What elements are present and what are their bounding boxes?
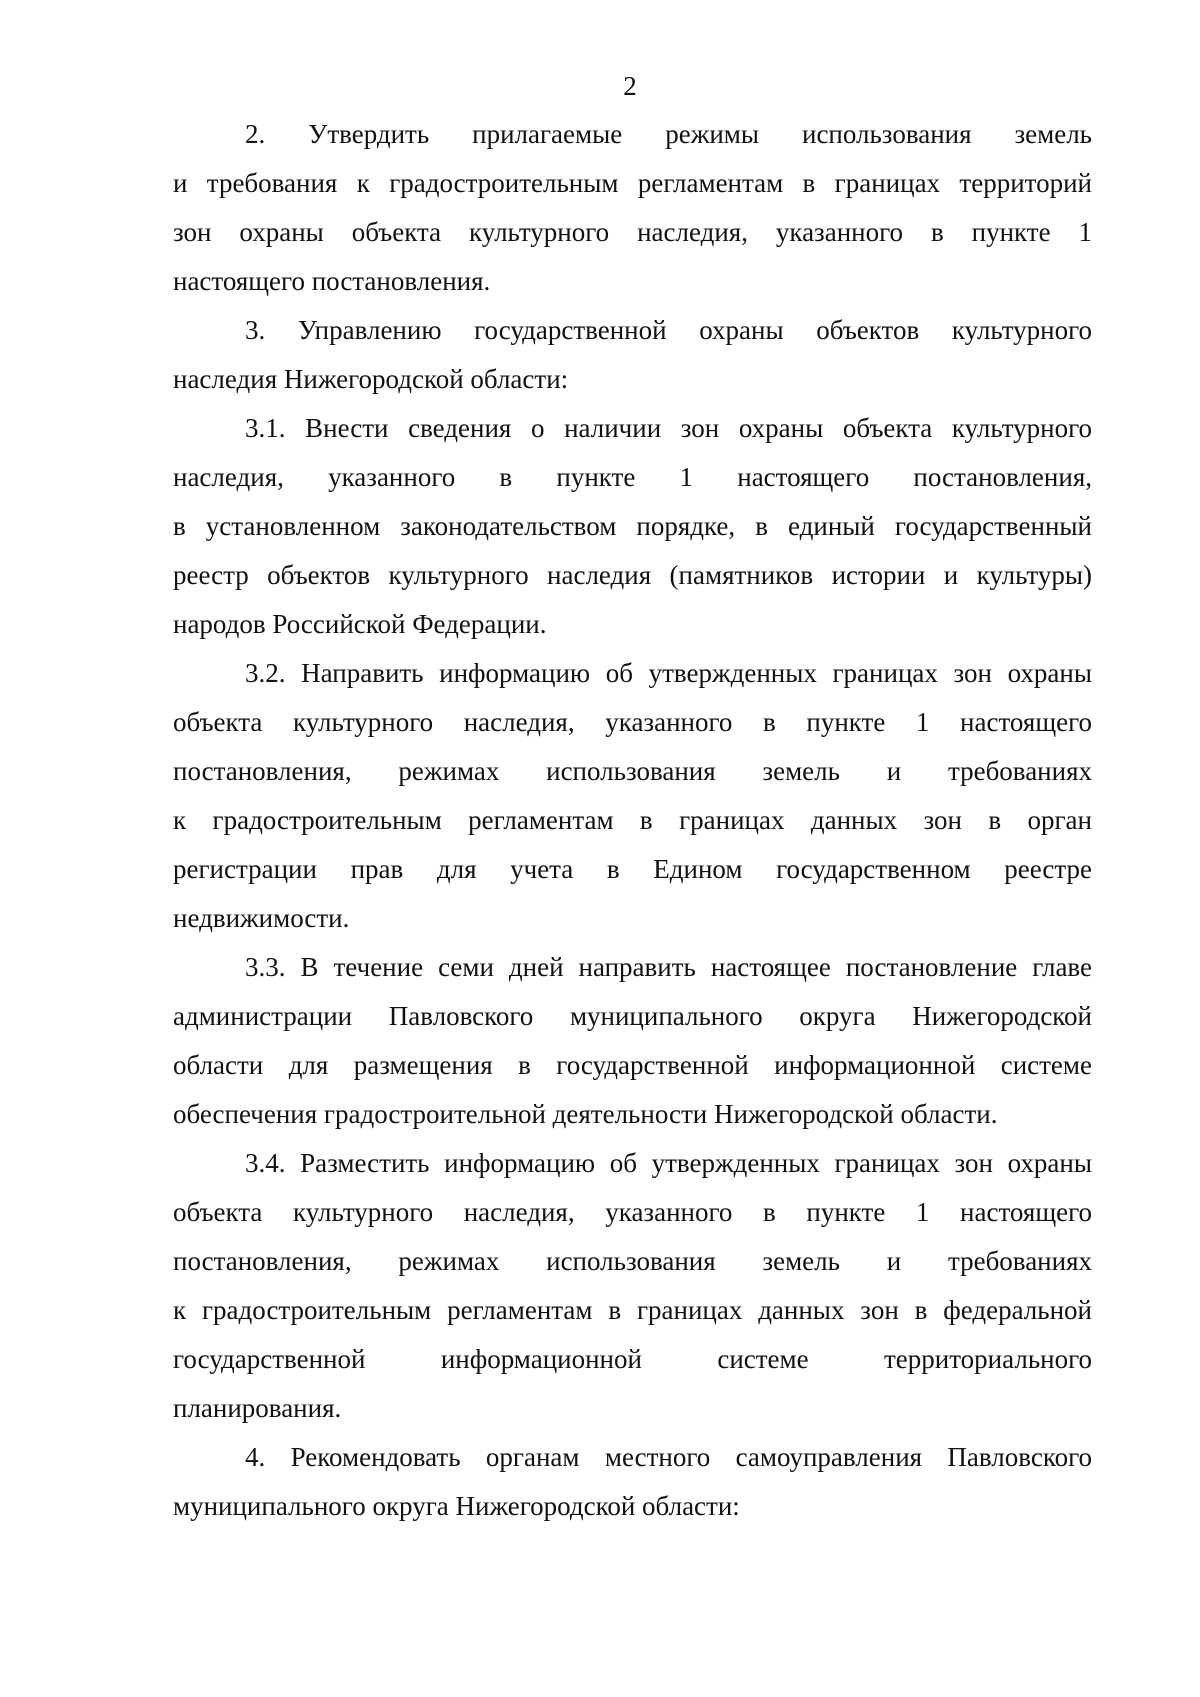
text-line: народов Российской Федерации. (173, 609, 547, 639)
text-line: регистрации прав для учета в Едином государственном реестре (173, 854, 1092, 884)
text-line: 4. Рекомендовать органам местного самоуправления Павловского (245, 1442, 1092, 1472)
text-line: государственной информационной системе территориального (173, 1344, 1092, 1374)
paragraph-3-2 (173, 649, 1092, 943)
text-line: наследия Нижегородской области: (173, 364, 569, 394)
text-line: объекта культурного наследия, указанного в пункте 1 настоящего (173, 707, 1092, 737)
text-line: реестр объектов культурного наследия (памятников истории и культуры) (173, 560, 1092, 590)
text-line: недвижимости. (173, 903, 350, 933)
text-line: обеспечения градостроительной деятельности Нижегородской области. (173, 1099, 998, 1129)
text-line: администрации Павловского муниципального округа Нижегородской (173, 1001, 1092, 1031)
paragraph-2 (173, 110, 1092, 306)
text-line: планирования. (173, 1393, 342, 1423)
text-line: постановления, режимах использования земель и требованиях (173, 756, 1092, 786)
page-number: 2 (623, 71, 637, 101)
paragraph-3-4 (173, 1139, 1092, 1433)
text-line: к градостроительным регламентам в границах данных зон в федеральной (173, 1295, 1092, 1325)
document-body (173, 110, 1092, 1531)
text-line: 3.3. В течение семи дней направить настоящее постановление главе (245, 952, 1092, 982)
text-line: области для размещения в государственной информационной системе (173, 1050, 1092, 1080)
text-line: и требования к градостроительным регламентам в границах территорий (173, 168, 1092, 198)
paragraph-3 (173, 306, 1092, 404)
paragraph-3-1 (173, 404, 1092, 649)
text-line: к градостроительным регламентам в границах данных зон в орган (173, 805, 1092, 835)
paragraph-4 (173, 1433, 1092, 1531)
text-line: наследия, указанного в пункте 1 настоящего постановления, (173, 462, 1092, 492)
text-line: 2. Утвердить прилагаемые режимы использования земель (245, 119, 1092, 149)
text-line: постановления, режимах использования земель и требованиях (173, 1246, 1092, 1276)
text-line: 3.1. Внести сведения о наличии зон охраны объекта культурного (245, 413, 1092, 443)
text-line: 3.4. Разместить информацию об утвержденных границах зон охраны (245, 1148, 1092, 1178)
text-line: муниципального округа Нижегородской области: (173, 1491, 740, 1521)
text-line: зон охраны объекта культурного наследия, указанного в пункте 1 (173, 217, 1092, 247)
text-line: 3. Управлению государственной охраны объектов культурного (245, 315, 1092, 345)
paragraph-3-3 (173, 943, 1092, 1139)
text-line: 3.2. Направить информацию об утвержденных границах зон охраны (245, 658, 1092, 688)
text-line: настоящего постановления. (173, 266, 491, 296)
text-line: объекта культурного наследия, указанного в пункте 1 настоящего (173, 1197, 1092, 1227)
text-line: в установленном законодательством порядке, в единый государственный (173, 511, 1092, 541)
